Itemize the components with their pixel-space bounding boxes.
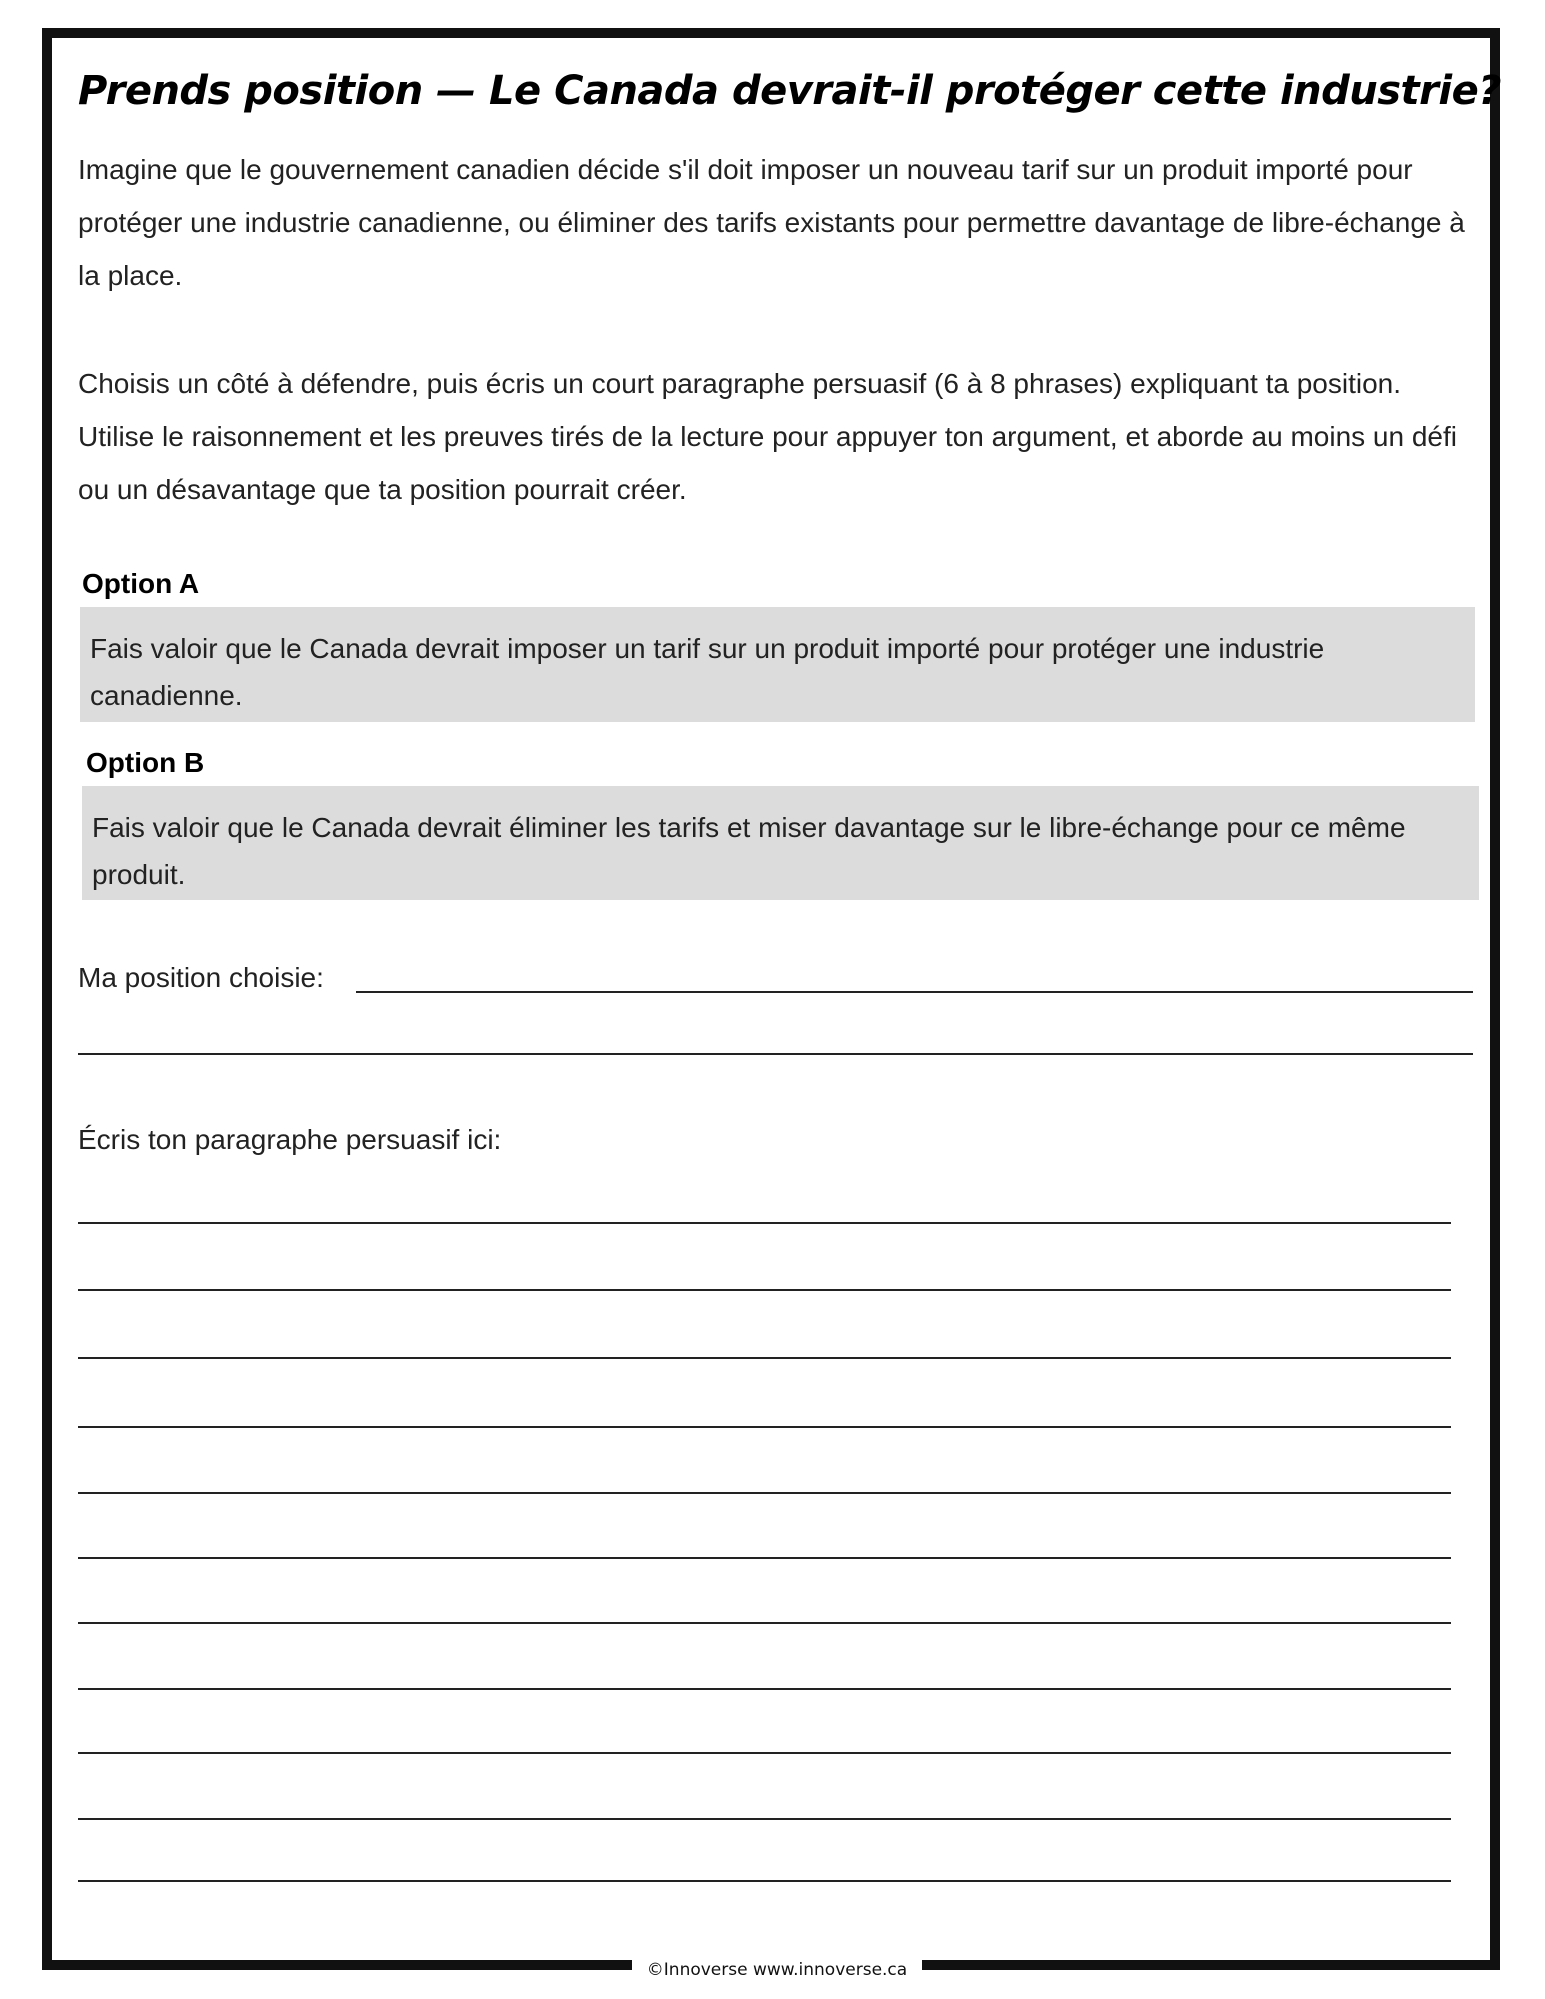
position-answer-line-2[interactable]: [78, 1053, 1473, 1055]
page-title: Prends position — Le Canada devrait-il protéger cette industrie?: [78, 68, 1501, 114]
intro-paragraph: Imagine que le gouvernement canadien décide s'il doit imposer un nouveau tarif sur un produit importé pour protéger une industrie canadienne, ou éliminer des tarifs existants pour permettre davantage de libre-échange à la place.: [78, 154, 1465, 291]
writing-line[interactable]: [78, 1622, 1451, 1624]
writing-line[interactable]: [78, 1492, 1451, 1494]
writing-line[interactable]: [78, 1357, 1451, 1359]
writing-line[interactable]: [78, 1818, 1451, 1820]
writing-line[interactable]: [78, 1426, 1451, 1428]
paragraph-label: Écris ton paragraphe persuasif ici:: [78, 1124, 502, 1155]
writing-line[interactable]: [78, 1880, 1451, 1882]
page-border: [42, 28, 1500, 1970]
writing-line[interactable]: [78, 1557, 1451, 1559]
footer-copyright: ©Innoverse www.innoverse.ca: [632, 1955, 922, 1985]
option-b-box: Fais valoir que le Canada devrait éliminer les tarifs et miser davantage sur le libre-échange pour ce même produit.: [82, 786, 1479, 900]
option-a-label: Option A: [82, 568, 200, 599]
writing-line[interactable]: [78, 1289, 1451, 1291]
instructions-paragraph: Choisis un côté à défendre, puis écris un court paragraphe persuasif (6 à 8 phrases) expliquant ta position. Utilise le raisonnement et les preuves tirés de la lecture pour appuyer ton argument, et aborde au moins un défi ou un désavantage que ta position pourrait créer.: [78, 368, 1457, 505]
writing-line[interactable]: [78, 1752, 1451, 1754]
option-b-label: Option B: [86, 747, 205, 778]
writing-line[interactable]: [78, 1688, 1451, 1690]
writing-line[interactable]: [78, 1222, 1451, 1224]
position-answer-line[interactable]: [356, 991, 1473, 993]
position-label: Ma position choisie:: [78, 962, 324, 993]
option-a-box: Fais valoir que le Canada devrait imposer un tarif sur un produit importé pour protéger une industrie canadienne.: [80, 607, 1475, 722]
